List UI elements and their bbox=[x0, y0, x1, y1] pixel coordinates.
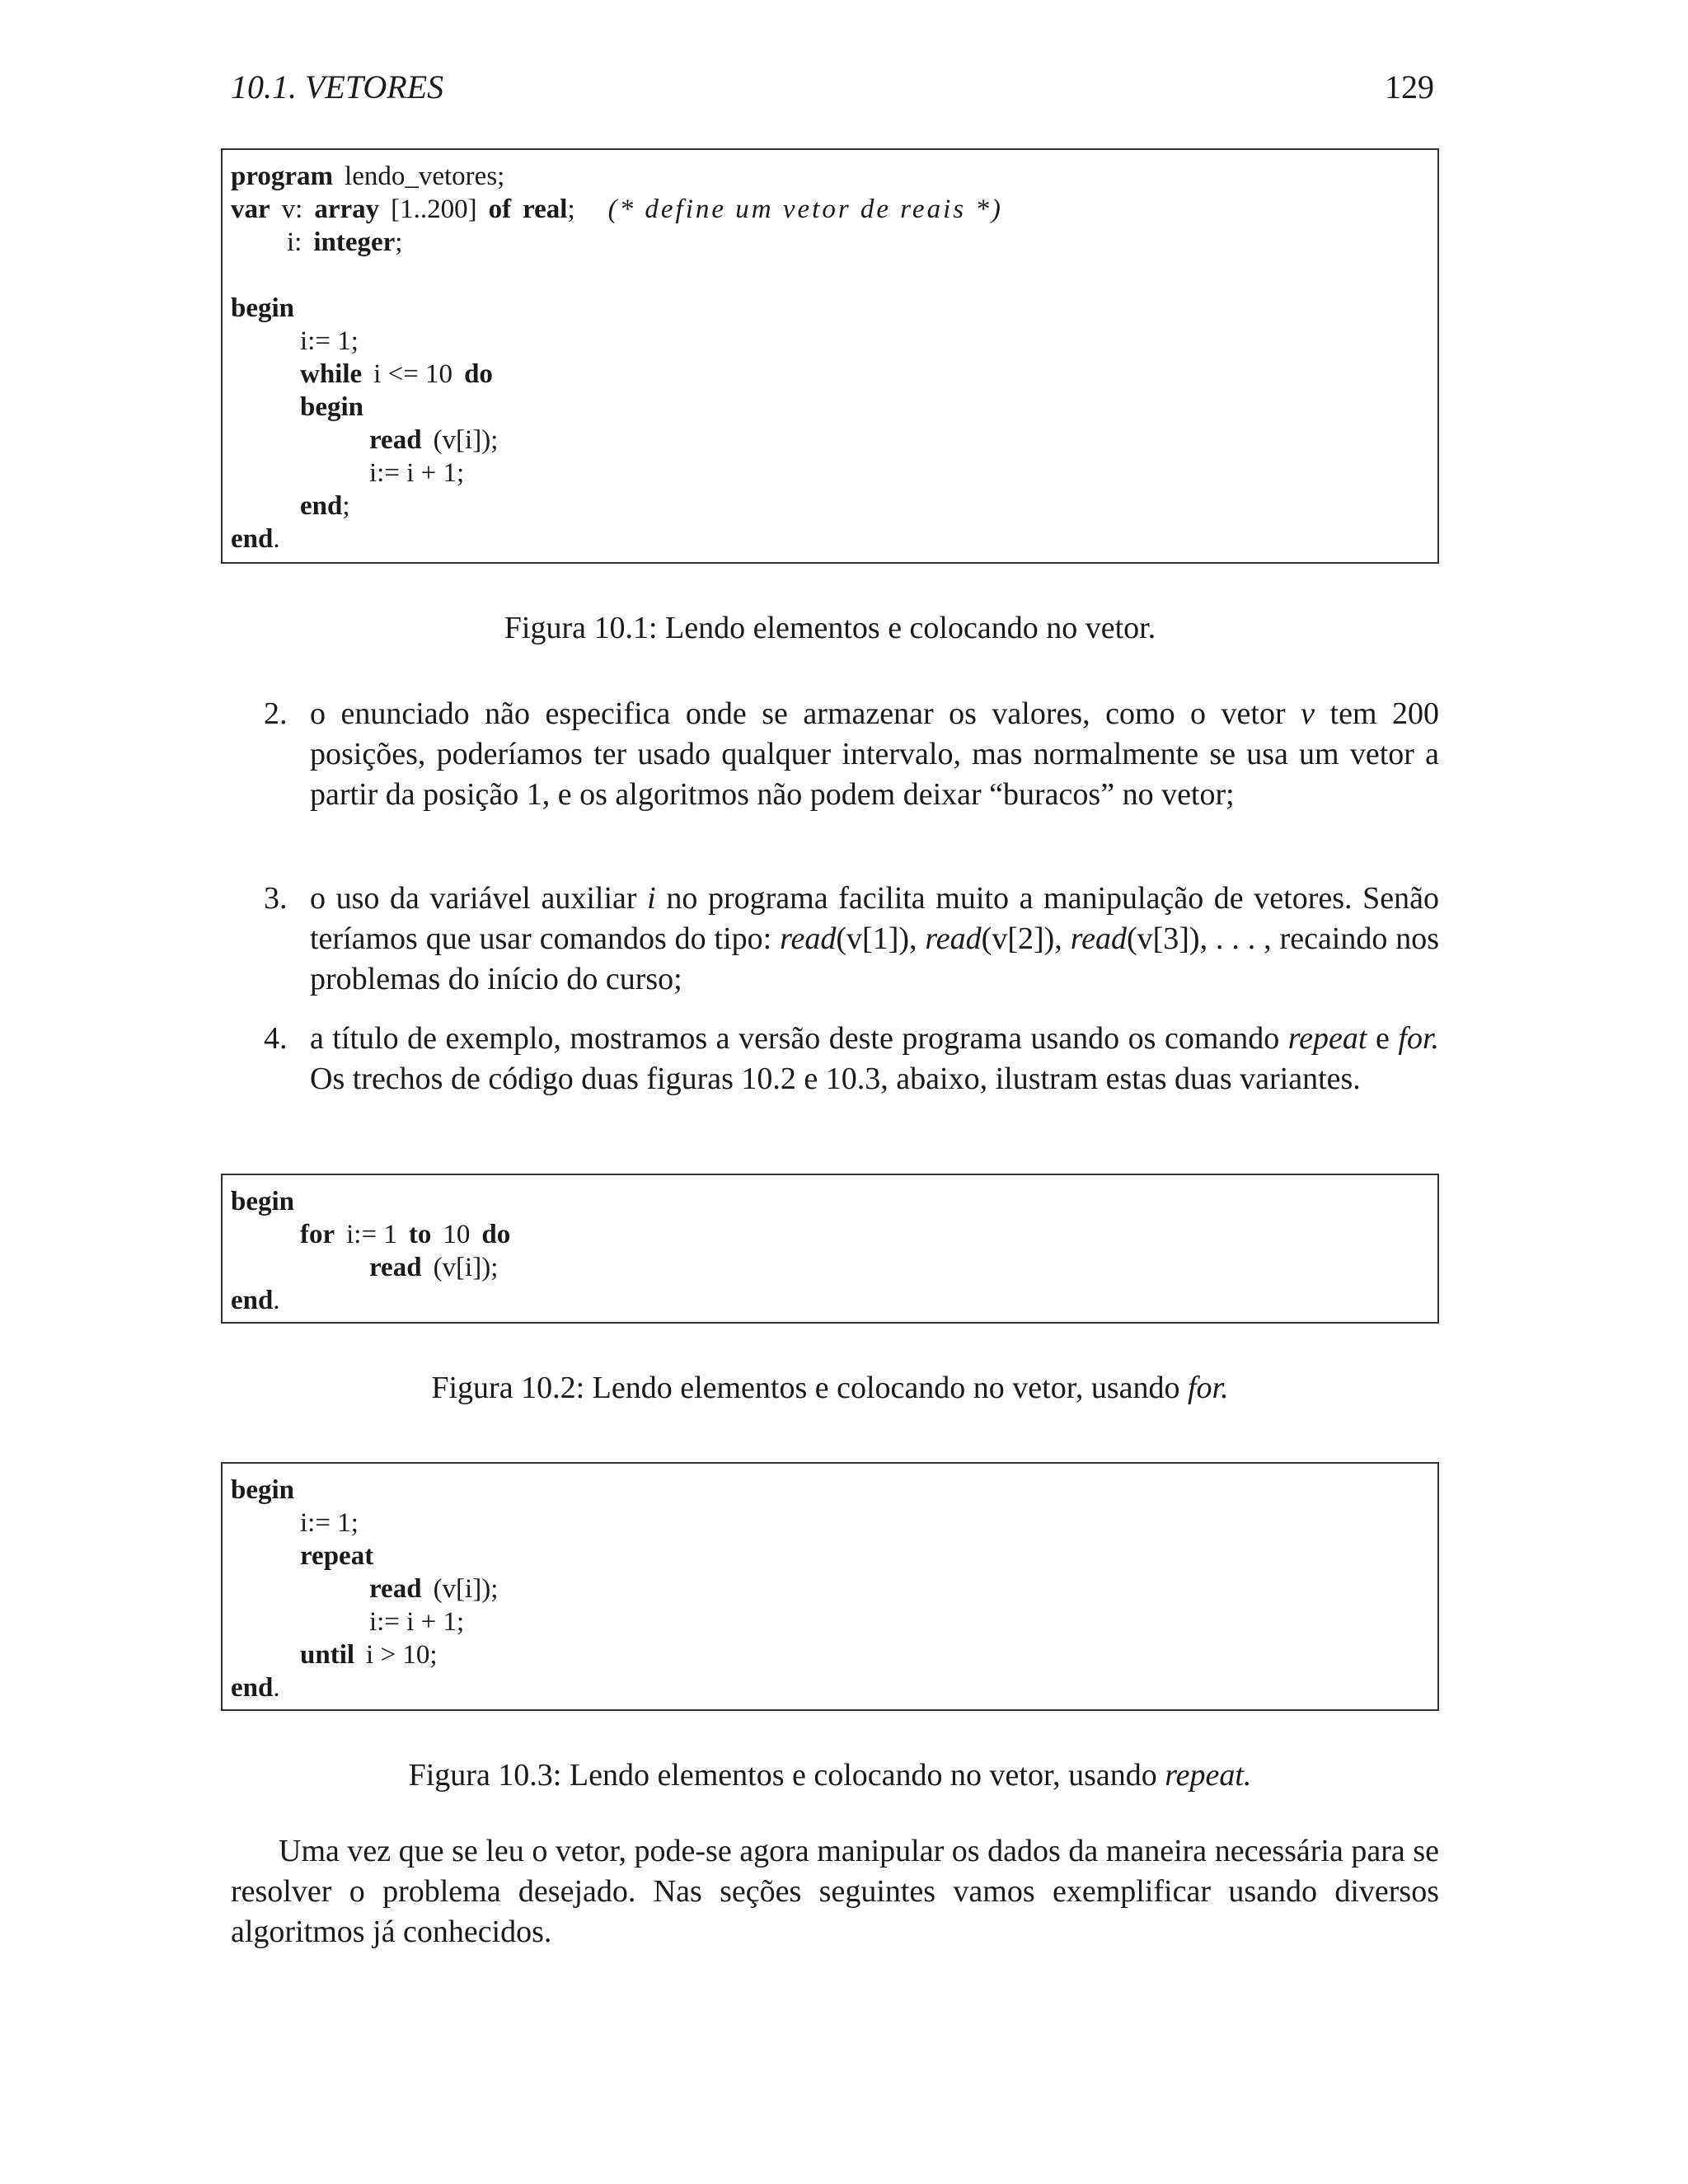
code-text: (v[i]); bbox=[433, 1253, 499, 1282]
code-line bbox=[231, 160, 1437, 193]
keyword: program bbox=[231, 162, 334, 191]
keyword: array bbox=[314, 194, 380, 224]
code-reference: read bbox=[780, 921, 837, 956]
code-listing-figure-10-3 bbox=[221, 1462, 1439, 1711]
code-line bbox=[231, 1540, 1437, 1572]
keyword: to bbox=[408, 1220, 432, 1249]
code-text: . bbox=[273, 1286, 280, 1315]
code-text: i:= 1; bbox=[300, 326, 359, 356]
keyword: of bbox=[488, 194, 512, 224]
list-text: a título de exemplo, mostramos a versão deste programa usando os comando bbox=[310, 1021, 1280, 1056]
list-item bbox=[264, 879, 1439, 1000]
keyword: do bbox=[481, 1220, 511, 1249]
list-text: . . . , recaindo nos problemas do início do curso; bbox=[310, 921, 1440, 996]
figure-caption bbox=[221, 1755, 1439, 1795]
list-number: 4. bbox=[264, 1021, 288, 1056]
code-text: ; bbox=[567, 194, 575, 224]
keyword: begin bbox=[231, 1187, 295, 1216]
code-line bbox=[231, 1605, 1437, 1638]
code-line bbox=[231, 1284, 1437, 1317]
list-number: 2. bbox=[264, 696, 288, 731]
keyword: end bbox=[300, 491, 343, 521]
figure-caption bbox=[221, 1368, 1439, 1408]
code-line bbox=[231, 1572, 1437, 1605]
code-reference: read bbox=[925, 921, 982, 956]
list-text: tem 200 posições, poderíamos ter usado qualquer intervalo, mas normalmente se usa um vetor a partir da posição 1, e os algoritmos não podem deixar “buracos” no vetor; bbox=[310, 696, 1439, 812]
code-reference: repeat bbox=[1287, 1021, 1367, 1056]
code-line bbox=[231, 1507, 1437, 1540]
keyword: real bbox=[523, 194, 568, 224]
keyword: while bbox=[300, 359, 363, 389]
keyword: read bbox=[369, 1253, 422, 1282]
keyword: integer bbox=[313, 227, 396, 257]
code-text: ; bbox=[395, 227, 403, 257]
list-text: Os trechos de código duas figuras 10.2 e 10.3, abaixo, ilustram estas duas variantes. bbox=[310, 1062, 1361, 1096]
keyword: repeat bbox=[300, 1541, 374, 1571]
list-text: e bbox=[1376, 1021, 1390, 1056]
code-text: 10 bbox=[443, 1220, 471, 1249]
caption-text: Figura 10.2: Lendo elementos e colocando no vetor, usando bbox=[431, 1371, 1180, 1405]
keyword: until bbox=[300, 1640, 355, 1670]
keyword: end bbox=[231, 1286, 274, 1315]
code-line bbox=[231, 523, 1437, 555]
keyword: begin bbox=[231, 1475, 295, 1505]
keyword: end bbox=[231, 524, 274, 554]
code-line bbox=[231, 490, 1437, 523]
code-text: ; bbox=[342, 491, 350, 521]
code-line bbox=[231, 226, 1437, 259]
code-text: i:= i + 1; bbox=[369, 1607, 465, 1637]
code-line bbox=[231, 1218, 1437, 1251]
caption-emphasis: for. bbox=[1188, 1371, 1229, 1405]
code-text: . bbox=[273, 1673, 280, 1703]
code-text: (v[i]); bbox=[433, 425, 499, 455]
code-line bbox=[231, 1185, 1437, 1218]
keyword: read bbox=[369, 425, 422, 455]
code-line bbox=[231, 424, 1437, 457]
caption-emphasis: repeat. bbox=[1165, 1758, 1252, 1793]
code-text: i:= 1 bbox=[346, 1220, 397, 1249]
code-line bbox=[231, 1251, 1437, 1284]
code-line bbox=[231, 391, 1437, 424]
code-text: i:= 1; bbox=[300, 1508, 359, 1538]
section-title: 10.1. VETORES bbox=[231, 68, 444, 105]
code-line bbox=[231, 358, 1437, 391]
code-text: lendo_vetores; bbox=[345, 162, 505, 191]
list-text: no programa facilita muito a manipulação de vetores. Senão teríamos que usar comandos do tipo: bbox=[310, 881, 1440, 956]
code-reference: read bbox=[1070, 921, 1127, 956]
code-text: [1..200] bbox=[391, 194, 477, 224]
keyword: var bbox=[231, 194, 270, 224]
code-line bbox=[231, 1671, 1437, 1704]
caption-text: Figura 10.3: Lendo elementos e colocando no vetor, usando bbox=[408, 1758, 1157, 1793]
keyword: do bbox=[464, 359, 493, 389]
keyword: for bbox=[300, 1220, 335, 1249]
keyword: begin bbox=[300, 392, 364, 422]
list-item bbox=[264, 1019, 1439, 1099]
list-text: o enunciado não especifica onde se armazenar os valores, como o vetor bbox=[310, 696, 1286, 731]
code-line bbox=[231, 1474, 1437, 1507]
math-variable: i bbox=[647, 881, 656, 916]
list-text: (v[2]), bbox=[981, 921, 1062, 956]
math-variable: v bbox=[1301, 696, 1315, 731]
list-text: o uso da variável auxiliar bbox=[310, 881, 637, 916]
code-text: v: bbox=[281, 194, 303, 224]
code-reference: for. bbox=[1398, 1021, 1440, 1056]
code-text: . bbox=[273, 524, 280, 554]
list-number: 3. bbox=[264, 881, 288, 916]
body-paragraph: Uma vez que se leu o vetor, pode-se agora manipular os dados da maneira necessária para se resolver o problema desejado. Nas seções seguintes vamos exemplificar usando diversos algoritmos já conhecidos. bbox=[231, 1834, 1439, 1949]
code-line bbox=[231, 1638, 1437, 1671]
list-text: (v[3]), bbox=[1126, 921, 1208, 956]
running-head bbox=[231, 68, 1434, 109]
code-text: i: bbox=[287, 227, 302, 257]
code-listing-figure-10-1 bbox=[221, 148, 1439, 564]
list-text: (v[1]), bbox=[836, 921, 917, 956]
code-line bbox=[231, 325, 1437, 358]
keyword: begin bbox=[231, 293, 295, 323]
code-text: i:= i + 1; bbox=[369, 458, 465, 488]
code-text: i > 10; bbox=[366, 1640, 438, 1670]
list-item bbox=[264, 694, 1439, 815]
code-comment: (* define um vetor de reais *) bbox=[607, 194, 1003, 224]
code-line bbox=[231, 292, 1437, 325]
figure-caption: Figura 10.1: Lendo elementos e colocando no vetor. bbox=[504, 611, 1156, 645]
keyword: end bbox=[231, 1673, 274, 1703]
code-listing-figure-10-2 bbox=[221, 1174, 1439, 1324]
page-number: 129 bbox=[1385, 68, 1434, 105]
code-text: i <= 10 bbox=[373, 359, 453, 389]
code-blank-line bbox=[231, 259, 1437, 292]
code-line bbox=[231, 457, 1437, 490]
code-text: (v[i]); bbox=[433, 1574, 499, 1604]
code-line bbox=[231, 193, 1437, 226]
keyword: read bbox=[369, 1574, 422, 1604]
